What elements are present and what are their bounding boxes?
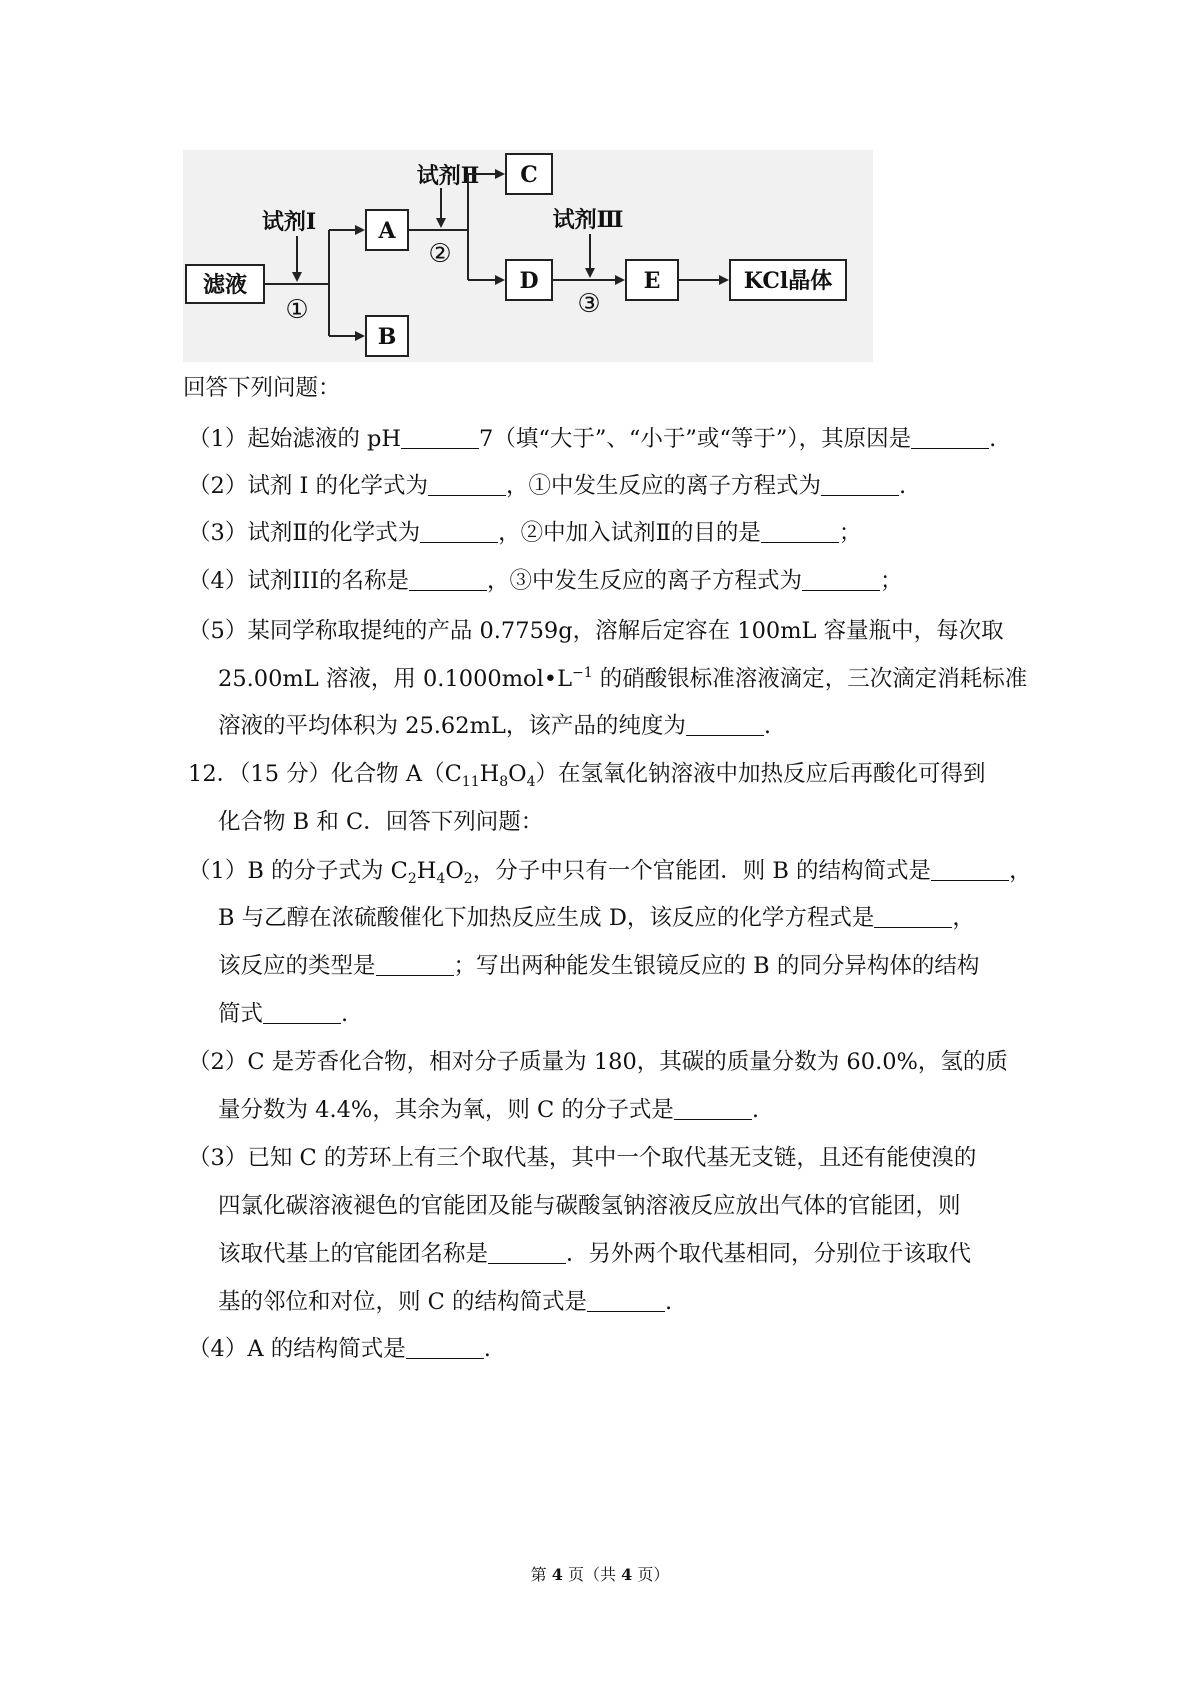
q12-part1-line1: （1）B 的分子式为 $C_2H_4O_2$，分子中只有一个官能团．则 B 的结构简式是 ， xyxy=(188,858,1032,887)
q11-part5-line3: 溶液的平均体积为 25.62mL，该产品的纯度为 . xyxy=(218,713,771,739)
C-label: C xyxy=(520,162,538,188)
q11-part4: （4）试剂III的名称是 ，③中发生反应的离子方程式为 ； xyxy=(188,568,903,594)
answer-blank[interactable] xyxy=(911,426,989,449)
q12-part1-line2: B 与乙醇在浓硫酸催化下加热反应生成 D，该反应的化学方程式是 ， xyxy=(218,905,975,931)
q12-part1-line3: 该反应的类型是 ；写出两种能发生银镜反应的 B 的同分异构体的结构 xyxy=(218,953,980,979)
q12-part3-line3: 该取代基上的官能团名称是 ．另外两个取代基相同，分别位于该取代 xyxy=(218,1241,972,1267)
answer-blank[interactable] xyxy=(401,426,479,449)
filtrate-label: 滤液 xyxy=(202,272,248,298)
q11-part1: （1）起始滤液的 pH 7（填“大于”、“小于”或“等于”），其原因是 . xyxy=(188,426,997,452)
q11-part2: （2）试剂 I 的化学式为 ，①中发生反应的离子方程式为 . xyxy=(188,473,907,499)
answer-blank[interactable] xyxy=(420,520,498,543)
q12-part2-line2: 量分数为 4.4%，其余为氧，则 C 的分子式是 . xyxy=(218,1097,759,1123)
answer-blank[interactable] xyxy=(674,1097,752,1120)
q12-part3-line4: 基的邻位和对位，则 C 的结构简式是 . xyxy=(218,1289,673,1315)
q12-header: 12．（15 分）化合物 $A(C_{11}H_8O_4)$在氢氧化钠溶液中加热反应后再酸化可得到 xyxy=(188,761,986,790)
answer-blank[interactable] xyxy=(587,1289,665,1312)
answer-blank[interactable] xyxy=(931,858,1009,881)
product-label: KCl晶体 xyxy=(743,268,833,294)
q11-part3: （3）试剂Ⅱ的化学式为 ，②中加入试剂Ⅱ的目的是 ； xyxy=(188,520,862,546)
answer-blank[interactable] xyxy=(406,1336,484,1359)
step-3-label: ③ xyxy=(577,289,601,319)
q12-header-line2: 化合物 B 和 C．回答下列问题： xyxy=(218,809,544,835)
q11-part5-line1: （5）某同学称取提纯的产品 0.7759g，溶解后定容在 100mL 容量瓶中，每次取 xyxy=(188,618,1004,644)
reagent-3-label: 试剂Ⅲ xyxy=(552,207,624,233)
answer-blank[interactable] xyxy=(488,1241,566,1264)
answer-blank[interactable] xyxy=(263,1001,341,1024)
answer-blank[interactable] xyxy=(686,713,764,736)
A-label: A xyxy=(378,218,396,244)
answer-blank[interactable] xyxy=(802,568,880,591)
step-1-label: ① xyxy=(285,295,309,325)
answer-blank[interactable] xyxy=(428,473,506,496)
answer-blank[interactable] xyxy=(821,473,899,496)
separation-flow-diagram xyxy=(183,150,873,362)
reagent-1-label: 试剂Ⅰ xyxy=(261,209,317,235)
q12-part3-line2: 四氯化碳溶液褪色的官能团及能与碳酸氢钠溶液反应放出气体的官能团，则 xyxy=(218,1193,961,1219)
intro-text: 回答下列问题： xyxy=(183,375,341,401)
q12-part3-line1: （3）已知 C 的芳环上有三个取代基，其中一个取代基无支链，且还有能使溴的 xyxy=(188,1145,977,1171)
step-2-label: ② xyxy=(428,239,452,269)
D-label: D xyxy=(519,268,539,294)
answer-blank[interactable] xyxy=(761,520,839,543)
answer-blank[interactable] xyxy=(409,568,487,591)
q11-part5-line2: 25.00mL 溶液，用 $0.1000mol•L^{-1}$ 的硝酸银标准溶液滴定，三次滴定消耗标准 xyxy=(218,665,1028,692)
q12-part4: （4）A 的结构简式是 . xyxy=(188,1336,491,1362)
page-footer: 第 4 页（共 4 页） xyxy=(530,1565,670,1584)
E-label: E xyxy=(643,268,661,294)
reagent-2-label: 试剂Ⅱ xyxy=(416,163,480,189)
q12-part1-line4: 简式 . xyxy=(218,1001,349,1027)
q12-part2-line1: （2）C 是芳香化合物，相对分子质量为 180，其碳的质量分数为 60.0%，氢的质 xyxy=(188,1049,1008,1075)
answer-blank[interactable] xyxy=(376,953,454,976)
answer-blank[interactable] xyxy=(874,905,952,928)
B-label: B xyxy=(377,324,397,350)
